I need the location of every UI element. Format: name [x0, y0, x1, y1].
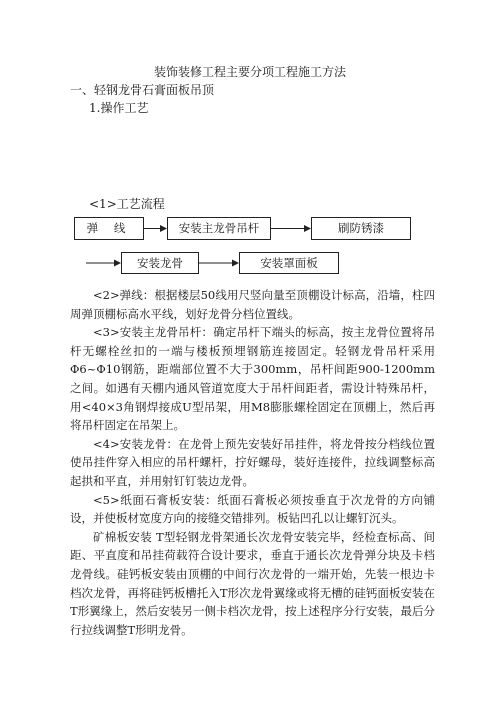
section-heading: 一、轻钢龙骨石膏面板吊顶 [70, 83, 215, 97]
paragraph-gypsum-board: <5>纸面石膏板安装：纸面石膏板必须按垂直于次龙骨的方向铺设，并使板材宽度方向的接缝交错排列。板钻凹孔以让螺钉沉头。 [70, 492, 435, 526]
flow-step-install-cover-panel: 安装罩面板 [239, 252, 339, 274]
flow-step-snap-line: 弹 线 [74, 217, 144, 240]
paragraph-mineral-board: 矿棉板安装 T型轻钢龙骨架通长次龙骨安装完毕，经检查标高、间距、平直度和吊挂荷载符合设计要求，垂直于通长次龙骨弹分块及卡档龙骨线。硅钙板安装由顶棚的中间行次龙骨的一端开始，先装一根边卡档次龙骨，再将硅钙板槽托入T形次龙骨翼缘或将无槽的硅钙面板安装在T形翼缘上，然后安装另一侧卡档次龙骨，按上述程序分行安装，最后分行拉线调整T形明龙骨。 [70, 529, 435, 637]
flow-step-install-hanger-rod: 安装主龙骨吊杆 [167, 217, 271, 240]
paragraph-snap-line: <2>弹线：根据楼层50线用尺竖向量至顶棚设计标高，沿墙，柱四周弹顶棚标高水平线，划好龙骨分档位置线。 [70, 288, 435, 321]
flow-step-anti-rust-paint: 刷防锈漆 [311, 217, 411, 240]
document-body [70, 286, 435, 639]
document-title: 装饰装修工程主要分项工程施工方法 [153, 65, 346, 79]
paragraph-hanger-rod: <3>安装主龙骨吊杆：确定吊杆下端头的标高，按主龙骨位置将吊杆无螺栓丝扣的一端与楼板预埋钢筋连接固定。轻钢龙骨吊杆采用Φ6~Φ10钢筋，距端部位置不大于300mm，吊杆间距900-1200mm之间。如遇有天棚内通风管道宽度大于吊杆间距者，需设计特殊吊杆，用<40×3角钢焊接成U型吊架，用M8膨胀螺栓固定在顶棚上，然后再将吊杆固定在吊架上。 [70, 325, 435, 433]
flow-step-install-keel: 安装龙骨 [121, 252, 199, 274]
flow-heading: <1>工艺流程 [89, 197, 165, 211]
subsection-heading: 1.操作工艺 [89, 101, 149, 115]
paragraph-keel: <4>安装龙骨：在龙骨上预先安装好吊挂件，将龙骨按分档线位置使吊挂件穿入相应的吊杆螺杆，拧好螺母，装好连接件，拉线调整标高起拱和平直，并用射钉钉装边龙骨。 [70, 436, 435, 488]
